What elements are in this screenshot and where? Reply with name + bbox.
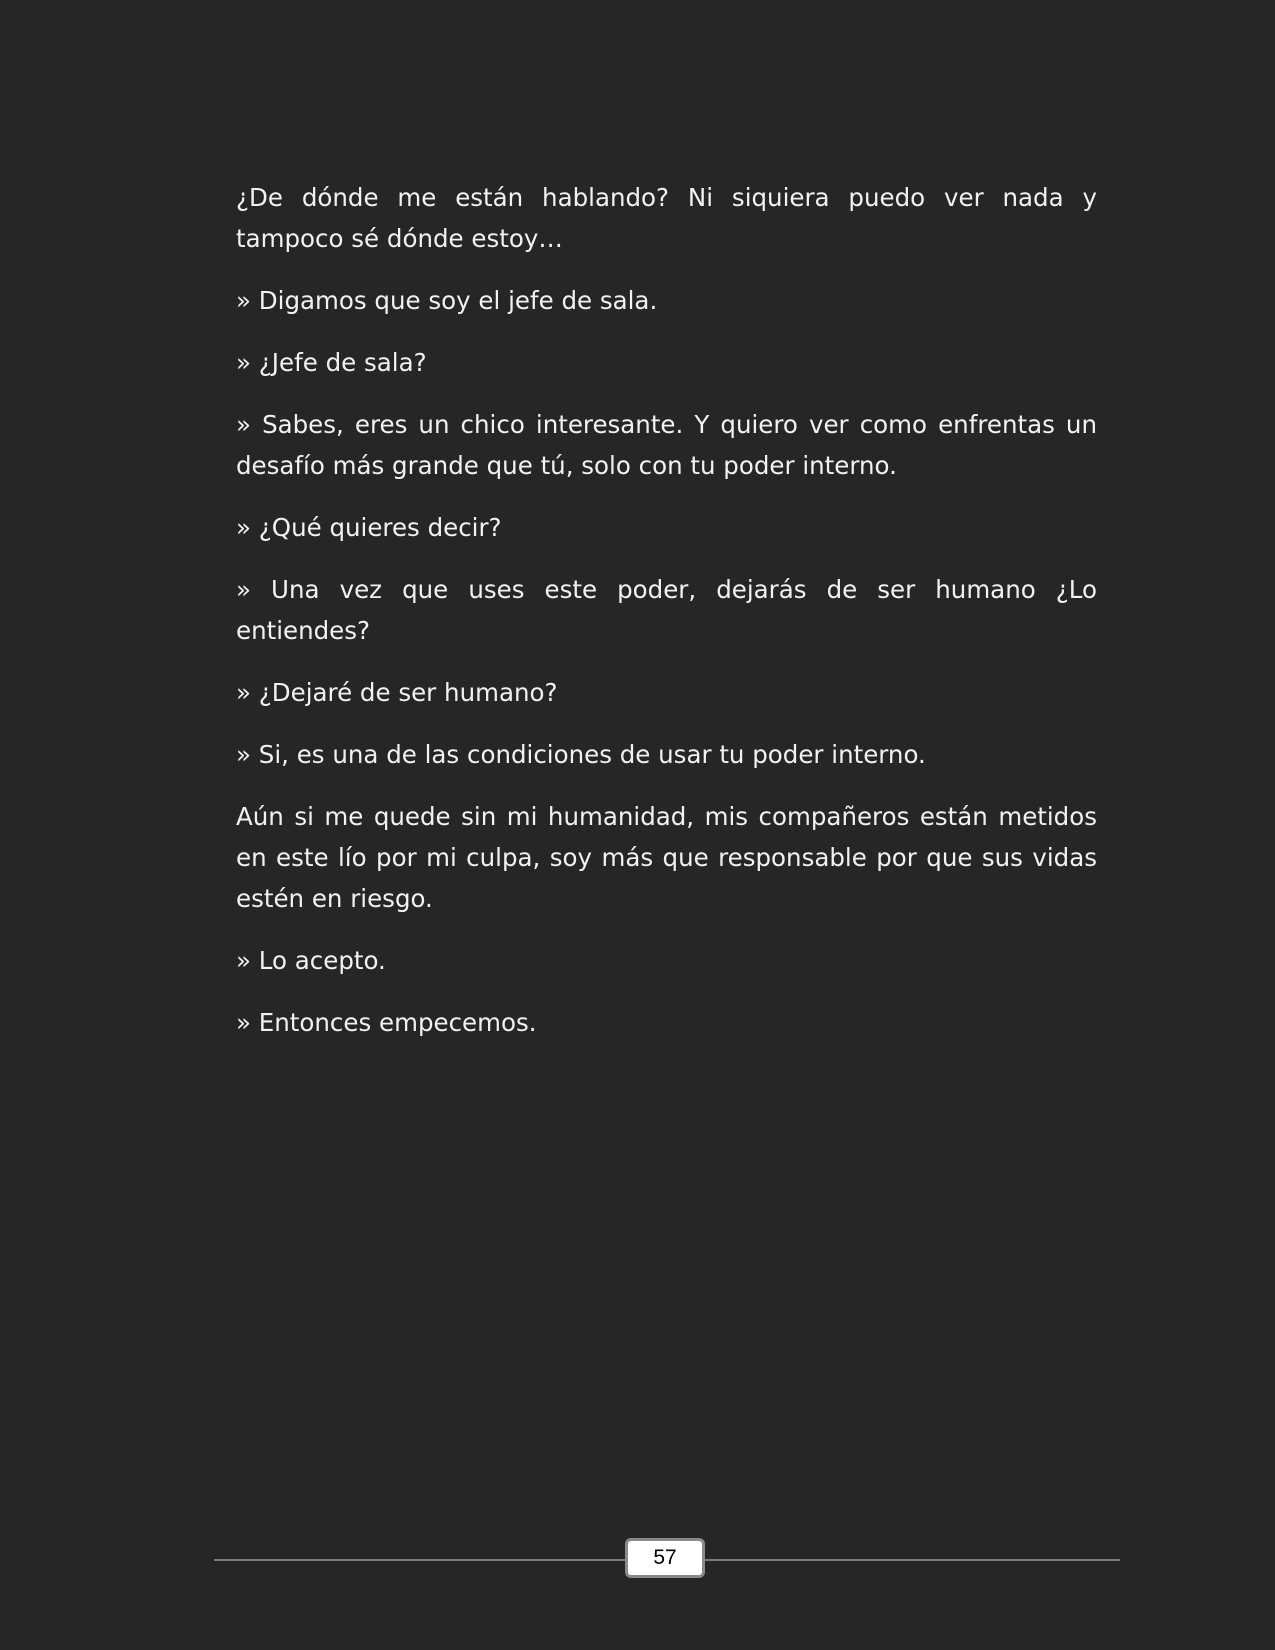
- paragraph: » ¿Dejaré de ser humano?: [236, 678, 558, 707]
- paragraph: » Lo acepto.: [236, 946, 386, 975]
- paragraph: » ¿Jefe de sala?: [236, 348, 427, 377]
- page-footer: [214, 1538, 1120, 1582]
- paragraph: » Entonces empecemos.: [236, 1008, 537, 1037]
- paragraph: Aún si me quede sin mi humanidad, mis compañeros están metidos en este lío por mi culpa, soy más que responsable por que sus vidas estén en riesgo.: [236, 802, 1097, 913]
- paragraph: » Sabes, eres un chico interesante. Y quiero ver como enfrentas un desafío más grande que tú, solo con tu poder interno.: [236, 410, 1097, 480]
- paragraph: » Una vez que uses este poder, dejarás de ser humano ¿Lo entiendes?: [236, 575, 1097, 645]
- page-number: 57: [625, 1538, 705, 1578]
- document-body: [236, 177, 1097, 1064]
- paragraph: » ¿Qué quieres decir?: [236, 513, 502, 542]
- paragraph: » Digamos que soy el jefe de sala.: [236, 286, 658, 315]
- paragraph: » Si, es una de las condiciones de usar tu poder interno.: [236, 740, 926, 769]
- paragraph: ¿De dónde me están hablando? Ni siquiera puedo ver nada y tampoco sé dónde estoy…: [236, 183, 1097, 253]
